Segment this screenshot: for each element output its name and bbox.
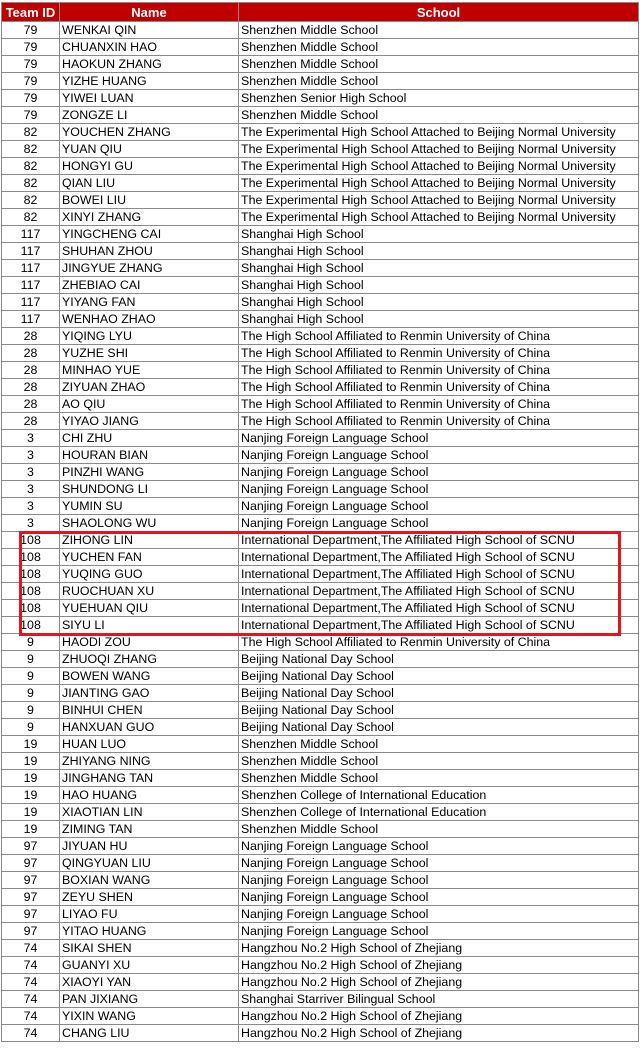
table-row [2,124,639,141]
team-id-cell: 117 [2,243,60,260]
table-row [2,311,639,328]
school-cell: Shanghai High School [239,226,639,243]
school-cell: The Experimental High School Attached to Beijing Normal University [239,192,639,209]
name-cell: YIZHE HUANG [60,73,239,90]
school-cell: Nanjing Foreign Language School [239,464,639,481]
table-row [2,651,639,668]
table-row [2,447,639,464]
name-cell: RUOCHUAN XU [60,583,239,600]
table-row [2,787,639,804]
name-cell: ZONGZE LI [60,107,239,124]
team-id-cell: 117 [2,260,60,277]
school-cell: Shenzhen Middle School [239,22,639,39]
team-id-cell: 117 [2,311,60,328]
school-cell: Beijing National Day School [239,719,639,736]
school-cell: Beijing National Day School [239,685,639,702]
team-id-cell: 79 [2,39,60,56]
school-cell: The Experimental High School Attached to Beijing Normal University [239,124,639,141]
team-id-cell: 97 [2,855,60,872]
name-cell: YIWEI LUAN [60,90,239,107]
team-id-cell: 79 [2,107,60,124]
school-cell: The High School Affiliated to Renmin University of China [239,413,639,430]
school-cell: The High School Affiliated to Renmin University of China [239,362,639,379]
table-row [2,345,639,362]
table-row [2,22,639,39]
name-cell: PINZHI WANG [60,464,239,481]
table-row [2,770,639,787]
name-cell: WENKAI QIN [60,22,239,39]
name-cell: JIANTING GAO [60,685,239,702]
team-id-cell: 79 [2,22,60,39]
school-cell: Shenzhen Senior High School [239,90,639,107]
school-cell: Shenzhen Middle School [239,73,639,90]
team-id-cell: 9 [2,651,60,668]
team-id-cell: 19 [2,821,60,838]
school-cell: The High School Affiliated to Renmin University of China [239,328,639,345]
name-cell: ZHIYANG NING [60,753,239,770]
team-id-cell: 3 [2,481,60,498]
name-cell: PAN JIXIANG [60,991,239,1008]
table-row [2,56,639,73]
name-cell: JIYUAN HU [60,838,239,855]
team-id-cell: 97 [2,889,60,906]
name-cell: SHUNDONG LI [60,481,239,498]
team-id-cell: 9 [2,719,60,736]
table-row [2,141,639,158]
school-cell: Nanjing Foreign Language School [239,872,639,889]
team-id-cell: 79 [2,73,60,90]
name-cell: ZIMING TAN [60,821,239,838]
table-row [2,804,639,821]
name-cell: MINHAO YUE [60,362,239,379]
name-cell: HOURAN BIAN [60,447,239,464]
school-cell: Shanghai High School [239,311,639,328]
team-id-cell: 108 [2,566,60,583]
team-id-cell: 82 [2,192,60,209]
school-cell: Shanghai Starriver Bilingual School [239,991,639,1008]
school-cell: Beijing National Day School [239,651,639,668]
table-row [2,532,639,549]
school-cell: Beijing National Day School [239,702,639,719]
table-row [2,260,639,277]
team-id-cell: 117 [2,277,60,294]
name-cell: SHAOLONG WU [60,515,239,532]
team-id-cell: 19 [2,804,60,821]
team-id-cell: 97 [2,923,60,940]
table-row [2,583,639,600]
table-row [2,192,639,209]
name-cell: BINHUI CHEN [60,702,239,719]
name-cell: YIYANG FAN [60,294,239,311]
name-cell: XINYI ZHANG [60,209,239,226]
school-cell: Hangzhou No.2 High School of Zhejiang [239,1025,639,1042]
team-id-cell: 117 [2,294,60,311]
school-cell: Hangzhou No.2 High School of Zhejiang [239,957,639,974]
team-id-cell: 28 [2,328,60,345]
table-row [2,957,639,974]
school-cell: Shenzhen Middle School [239,56,639,73]
table-row [2,702,639,719]
school-cell: Shenzhen Middle School [239,107,639,124]
table-row [2,736,639,753]
table-row [2,158,639,175]
school-cell: Nanjing Foreign Language School [239,515,639,532]
team-id-cell: 108 [2,617,60,634]
team-id-cell: 9 [2,685,60,702]
table-row [2,719,639,736]
table-row [2,634,639,651]
table-body [2,22,639,1042]
team-id-cell: 108 [2,600,60,617]
team-id-cell: 74 [2,957,60,974]
school-cell: Nanjing Foreign Language School [239,923,639,940]
team-id-cell: 3 [2,447,60,464]
school-cell: Shanghai High School [239,260,639,277]
table-row [2,906,639,923]
school-cell: Nanjing Foreign Language School [239,481,639,498]
table-row [2,328,639,345]
school-cell: The High School Affiliated to Renmin University of China [239,634,639,651]
name-cell: QIAN LIU [60,175,239,192]
table-row [2,107,639,124]
school-cell: Shanghai High School [239,294,639,311]
school-cell: Shenzhen Middle School [239,821,639,838]
school-cell: International Department,The Affiliated High School of SCNU [239,600,639,617]
school-cell: Shenzhen Middle School [239,753,639,770]
team-id-cell: 9 [2,702,60,719]
team-id-cell: 108 [2,532,60,549]
name-cell: ZIYUAN ZHAO [60,379,239,396]
team-id-cell: 3 [2,464,60,481]
name-cell: HUAN LUO [60,736,239,753]
name-cell: HAODI ZOU [60,634,239,651]
name-cell: GUANYI XU [60,957,239,974]
team-id-cell: 3 [2,515,60,532]
school-cell: The Experimental High School Attached to Beijing Normal University [239,209,639,226]
header-team-id: Team ID [2,3,60,22]
school-cell: Shenzhen Middle School [239,770,639,787]
name-cell: SHUHAN ZHOU [60,243,239,260]
team-id-cell: 74 [2,1008,60,1025]
team-id-cell: 74 [2,974,60,991]
school-cell: Nanjing Foreign Language School [239,906,639,923]
team-id-cell: 19 [2,787,60,804]
team-roster-table [1,2,639,1042]
school-cell: The Experimental High School Attached to Beijing Normal University [239,175,639,192]
name-cell: WENHAO ZHAO [60,311,239,328]
team-id-cell: 28 [2,396,60,413]
school-cell: Shenzhen Middle School [239,39,639,56]
name-cell: ZEYU SHEN [60,889,239,906]
name-cell: YIYAO JIANG [60,413,239,430]
team-id-cell: 28 [2,379,60,396]
table-row [2,991,639,1008]
table-row [2,73,639,90]
table-row [2,872,639,889]
name-cell: YUMIN SU [60,498,239,515]
school-cell: Beijing National Day School [239,668,639,685]
team-id-cell: 108 [2,549,60,566]
name-cell: YUCHEN FAN [60,549,239,566]
team-id-cell: 74 [2,1025,60,1042]
name-cell: QINGYUAN LIU [60,855,239,872]
name-cell: YUEHUAN QIU [60,600,239,617]
table-row [2,277,639,294]
name-cell: HAOKUN ZHANG [60,56,239,73]
name-cell: YUAN QIU [60,141,239,158]
school-cell: The High School Affiliated to Renmin University of China [239,379,639,396]
team-id-cell: 82 [2,175,60,192]
table-row [2,1025,639,1042]
team-id-cell: 28 [2,345,60,362]
name-cell: JINGYUE ZHANG [60,260,239,277]
name-cell: YIXIN WANG [60,1008,239,1025]
table-row [2,617,639,634]
team-id-cell: 117 [2,226,60,243]
team-id-cell: 79 [2,56,60,73]
table-row [2,209,639,226]
table-row [2,940,639,957]
table-row [2,294,639,311]
school-cell: Nanjing Foreign Language School [239,838,639,855]
school-cell: Hangzhou No.2 High School of Zhejiang [239,974,639,991]
name-cell: BOWEN WANG [60,668,239,685]
name-cell: LIYAO FU [60,906,239,923]
table-row [2,838,639,855]
table-row [2,889,639,906]
table-row [2,549,639,566]
team-id-cell: 97 [2,838,60,855]
table-row [2,226,639,243]
table-row [2,90,639,107]
school-cell: Nanjing Foreign Language School [239,447,639,464]
team-id-cell: 3 [2,430,60,447]
team-id-cell: 74 [2,940,60,957]
table-row [2,430,639,447]
school-cell: International Department,The Affiliated High School of SCNU [239,566,639,583]
name-cell: BOXIAN WANG [60,872,239,889]
name-cell: ZHUOQI ZHANG [60,651,239,668]
header-row [2,3,639,22]
name-cell: HANXUAN GUO [60,719,239,736]
team-id-cell: 82 [2,124,60,141]
team-id-cell: 79 [2,90,60,107]
team-id-cell: 97 [2,906,60,923]
school-cell: International Department,The Affiliated High School of SCNU [239,583,639,600]
name-cell: JINGHANG TAN [60,770,239,787]
table-row [2,362,639,379]
team-id-cell: 82 [2,141,60,158]
table-row [2,464,639,481]
team-id-cell: 108 [2,583,60,600]
table-row [2,379,639,396]
name-cell: SIYU LI [60,617,239,634]
table-row [2,413,639,430]
team-id-cell: 28 [2,362,60,379]
team-id-cell: 97 [2,872,60,889]
table-row [2,396,639,413]
name-cell: YITAO HUANG [60,923,239,940]
school-cell: Shanghai High School [239,277,639,294]
name-cell: CHI ZHU [60,430,239,447]
team-id-cell: 74 [2,991,60,1008]
header-school: School [239,3,639,22]
team-id-cell: 19 [2,736,60,753]
table-row [2,39,639,56]
table-row [2,243,639,260]
school-cell: The High School Affiliated to Renmin University of China [239,396,639,413]
team-id-cell: 82 [2,209,60,226]
school-cell: Shenzhen Middle School [239,736,639,753]
table-row [2,855,639,872]
school-cell: Shanghai High School [239,243,639,260]
team-id-cell: 82 [2,158,60,175]
table-row [2,923,639,940]
school-cell: Hangzhou No.2 High School of Zhejiang [239,1008,639,1025]
table-row [2,1008,639,1025]
name-cell: YIQING LYU [60,328,239,345]
name-cell: SIKAI SHEN [60,940,239,957]
school-cell: The High School Affiliated to Renmin University of China [239,345,639,362]
school-cell: International Department,The Affiliated High School of SCNU [239,617,639,634]
table-row [2,685,639,702]
name-cell: YOUCHEN ZHANG [60,124,239,141]
name-cell: AO QIU [60,396,239,413]
school-cell: Hangzhou No.2 High School of Zhejiang [239,940,639,957]
school-cell: Nanjing Foreign Language School [239,498,639,515]
table-row [2,515,639,532]
name-cell: HONGYI GU [60,158,239,175]
school-cell: Nanjing Foreign Language School [239,889,639,906]
name-cell: CHUANXIN HAO [60,39,239,56]
team-id-cell: 28 [2,413,60,430]
table-row [2,481,639,498]
school-cell: The Experimental High School Attached to Beijing Normal University [239,158,639,175]
name-cell: BOWEI LIU [60,192,239,209]
table-row [2,753,639,770]
school-cell: International Department,The Affiliated High School of SCNU [239,532,639,549]
name-cell: YUQING GUO [60,566,239,583]
team-id-cell: 3 [2,498,60,515]
name-cell: ZHEBIAO CAI [60,277,239,294]
school-cell: Shenzhen College of International Education [239,804,639,821]
team-id-cell: 9 [2,634,60,651]
table-row [2,668,639,685]
name-cell: YINGCHENG CAI [60,226,239,243]
team-id-cell: 19 [2,770,60,787]
school-cell: The Experimental High School Attached to Beijing Normal University [239,141,639,158]
school-cell: Nanjing Foreign Language School [239,855,639,872]
table-row [2,175,639,192]
team-id-cell: 9 [2,668,60,685]
name-cell: HAO HUANG [60,787,239,804]
name-cell: XIAOTIAN LIN [60,804,239,821]
school-cell: International Department,The Affiliated High School of SCNU [239,549,639,566]
name-cell: CHANG LIU [60,1025,239,1042]
table-row [2,600,639,617]
header-name: Name [60,3,239,22]
table-row [2,566,639,583]
name-cell: YUZHE SHI [60,345,239,362]
school-cell: Shenzhen College of International Education [239,787,639,804]
team-id-cell: 19 [2,753,60,770]
name-cell: ZIHONG LIN [60,532,239,549]
school-cell: Nanjing Foreign Language School [239,430,639,447]
table-row [2,498,639,515]
table-row [2,821,639,838]
name-cell: XIAOYI YAN [60,974,239,991]
table-row [2,974,639,991]
